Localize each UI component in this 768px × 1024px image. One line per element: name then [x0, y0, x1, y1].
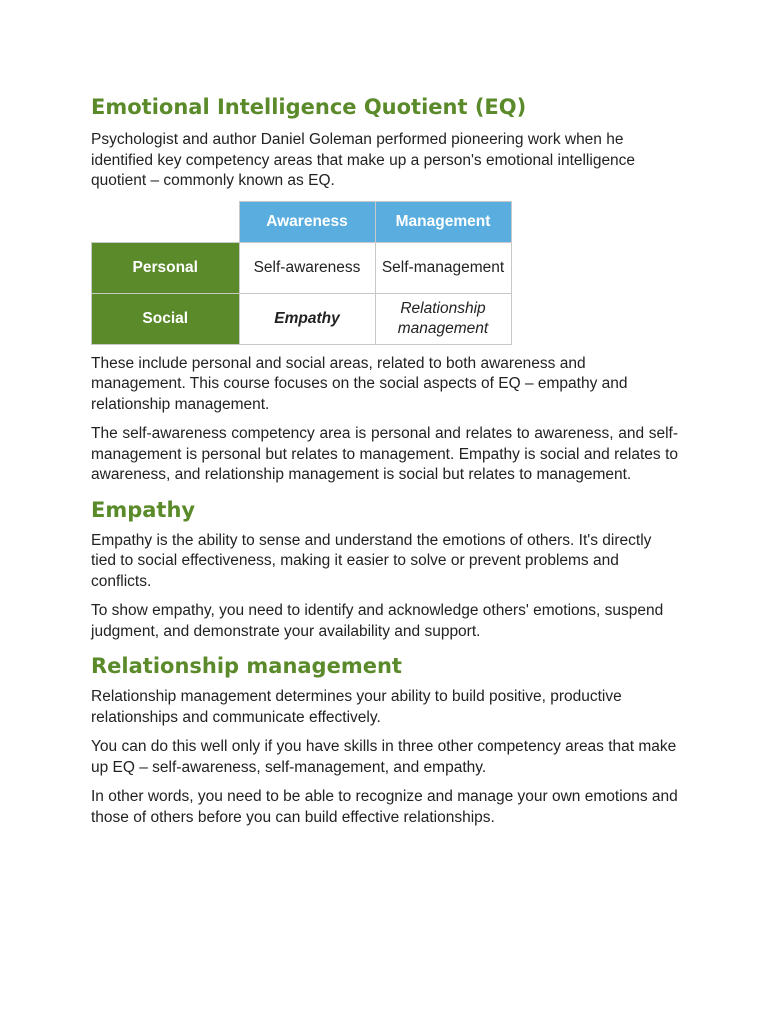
- column-header-management: Management: [375, 201, 511, 242]
- relationship-heading: Relationship management: [91, 654, 402, 678]
- intro-paragraph: Psychologist and author Daniel Goleman performed pioneering work when he identified key competency areas that make up a person's emotional intelligence quotient – commonly known as EQ.: [91, 131, 636, 189]
- row-header-social: Social: [92, 293, 240, 344]
- row-header-personal: Personal: [92, 242, 240, 293]
- table-row-personal: [92, 242, 512, 293]
- empathy-heading: Empathy: [91, 497, 196, 522]
- cell-relationship-management: Relationship management: [375, 293, 511, 344]
- column-header-awareness: Awareness: [239, 201, 375, 242]
- cell-empathy: Empathy: [239, 293, 375, 344]
- cell-self-awareness: Self-awareness: [239, 242, 375, 293]
- eq-table-wrapper: [91, 201, 678, 345]
- cell-self-management: Self-management: [375, 242, 511, 293]
- relationship-paragraph-1: Relationship management determines your ability to build positive, productive relationships and communicate effectively.: [91, 688, 622, 726]
- page-title: Emotional Intelligence Quotient (EQ): [91, 95, 527, 119]
- document-content: [91, 92, 678, 828]
- eq-competency-table: [91, 201, 512, 345]
- areas-paragraph: These include personal and social areas, related to both awareness and management. This course focuses on the social aspects of EQ – empathy and relationship management.: [91, 354, 628, 413]
- empathy-paragraph-2: To show empathy, you need to identify and acknowledge others' emotions, suspend judgment, and demonstrate your availability and support.: [91, 602, 664, 640]
- empathy-paragraph-1: Empathy is the ability to sense and understand the emotions of others. It's directly tied to social effectiveness, making it easier to solve or prevent problems and conflicts.: [91, 531, 652, 590]
- table-header-row: [92, 201, 512, 242]
- table-corner-cell: [92, 201, 240, 242]
- competency-paragraph: The self-awareness competency area is personal and relates to awareness, and self-management is personal but relates to management. Empathy is social and relates to awareness, and relationship management is social but relates to management.: [91, 425, 678, 483]
- relationship-paragraph-3: In other words, you need to be able to recognize and manage your own emotions and those of others before you can build effective relationships.: [91, 788, 678, 826]
- table-row-social: [92, 293, 512, 344]
- relationship-paragraph-2: You can do this well only if you have skills in three other competency areas that make up EQ – self-awareness, self-management, and empathy.: [91, 738, 677, 776]
